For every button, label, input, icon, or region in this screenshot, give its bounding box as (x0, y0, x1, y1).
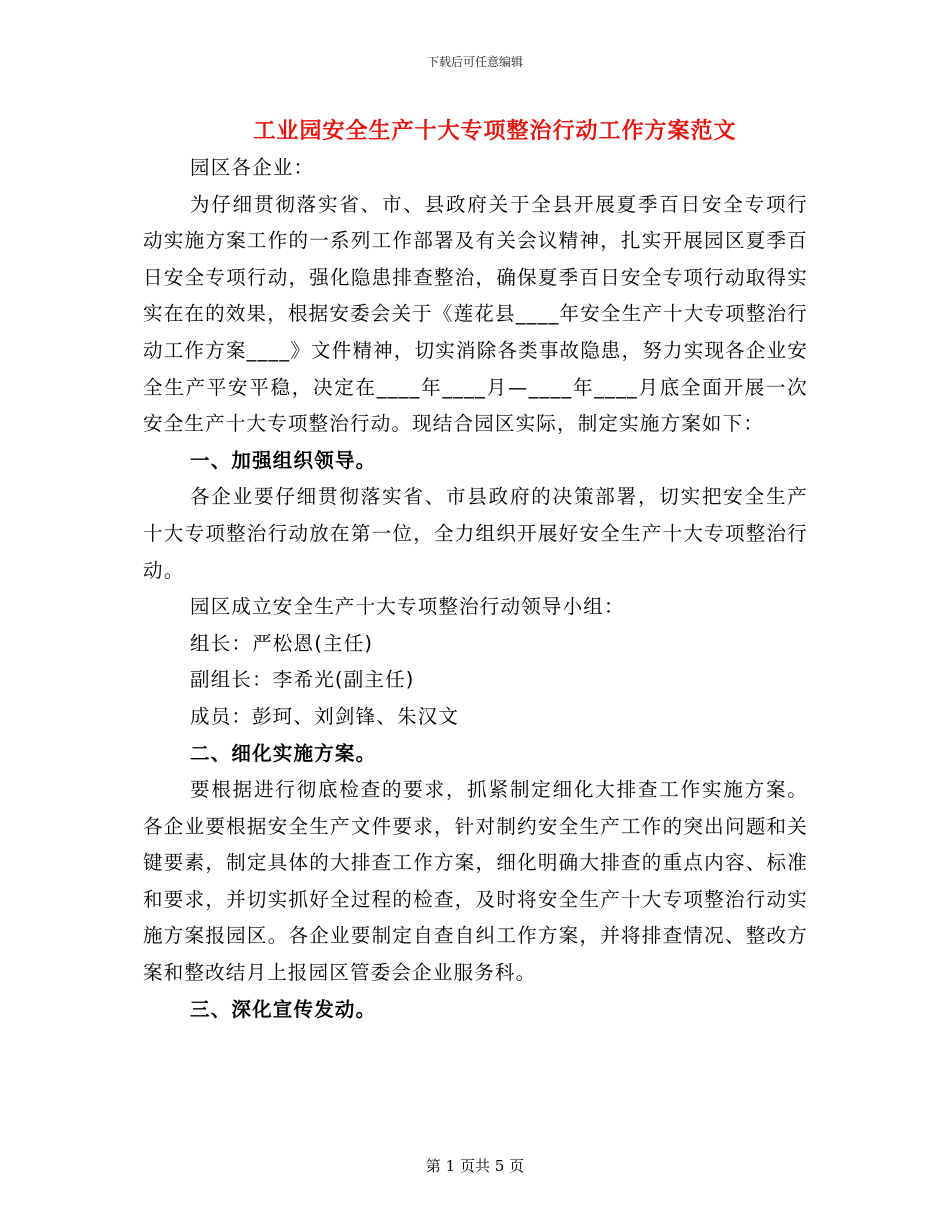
section-1-paragraph: 各企业要仔细贯彻落实省、市县政府的决策部署，切实把安全生产十大专项整治行动放在第一位，全力组织开展好安全生产十大专项整治行动。 (143, 485, 808, 582)
members-line: 成员：彭珂、刘剑锋、朱汉文 (190, 704, 460, 728)
salutation: 园区各企业： (190, 156, 315, 179)
section-heading-3: 三、深化宣传发动。 (190, 997, 377, 1021)
document-title: 工业园安全生产十大专项整治行动工作方案范文 (253, 119, 737, 144)
leadership-intro: 园区成立安全生产十大专项整治行动领导小组： (190, 595, 625, 619)
header-note: 下载后可任意编辑 (426, 55, 523, 69)
section-heading-1: 一、加强组织领导。 (190, 448, 377, 472)
deputy-leader-line: 副组长：李希光(副主任) (190, 668, 415, 692)
section-heading-2: 二、细化实施方案。 (190, 741, 377, 765)
page-footer: 第 1 页共 5 页 (425, 1157, 525, 1175)
intro-paragraph: 为仔细贯彻落实省、市、县政府关于全县开展夏季百日安全专项行动实施方案工作的一系列工作部署及有关会议精神，扎实开展园区夏季百日安全专项行动，强化隐患排查整治，确保夏季百日安全专项行动取得实实在在的效果，根据安委会关于《莲花县____年安全生产十大专项整治行动工作方案____》文件精神，切实消除各类事故隐患，努力实现各企业安全生产平安平稳，决定在____年____月—____年____月底全面开展一次安全生产十大专项整治行动。现结合园区实际，制定实施方案如下： (143, 192, 808, 436)
leader-line: 组长：严松恩(主任) (190, 631, 374, 655)
document-body (143, 150, 808, 1028)
section-2-paragraph: 要根据进行彻底检查的要求，抓紧制定细化大排查工作实施方案。各企业要根据安全生产文件要求，针对制约安全生产工作的突出问题和关键要素，制定具体的大排查工作方案，细化明确大排查的重点内容、标准和要求，并切实抓好全过程的检查，及时将安全生产十大专项整治行动实施方案报园区。各企业要制定自查自纠工作方案，并将排查情况、整改方案和整改结月上报园区管委会企业服务科。 (143, 778, 808, 985)
